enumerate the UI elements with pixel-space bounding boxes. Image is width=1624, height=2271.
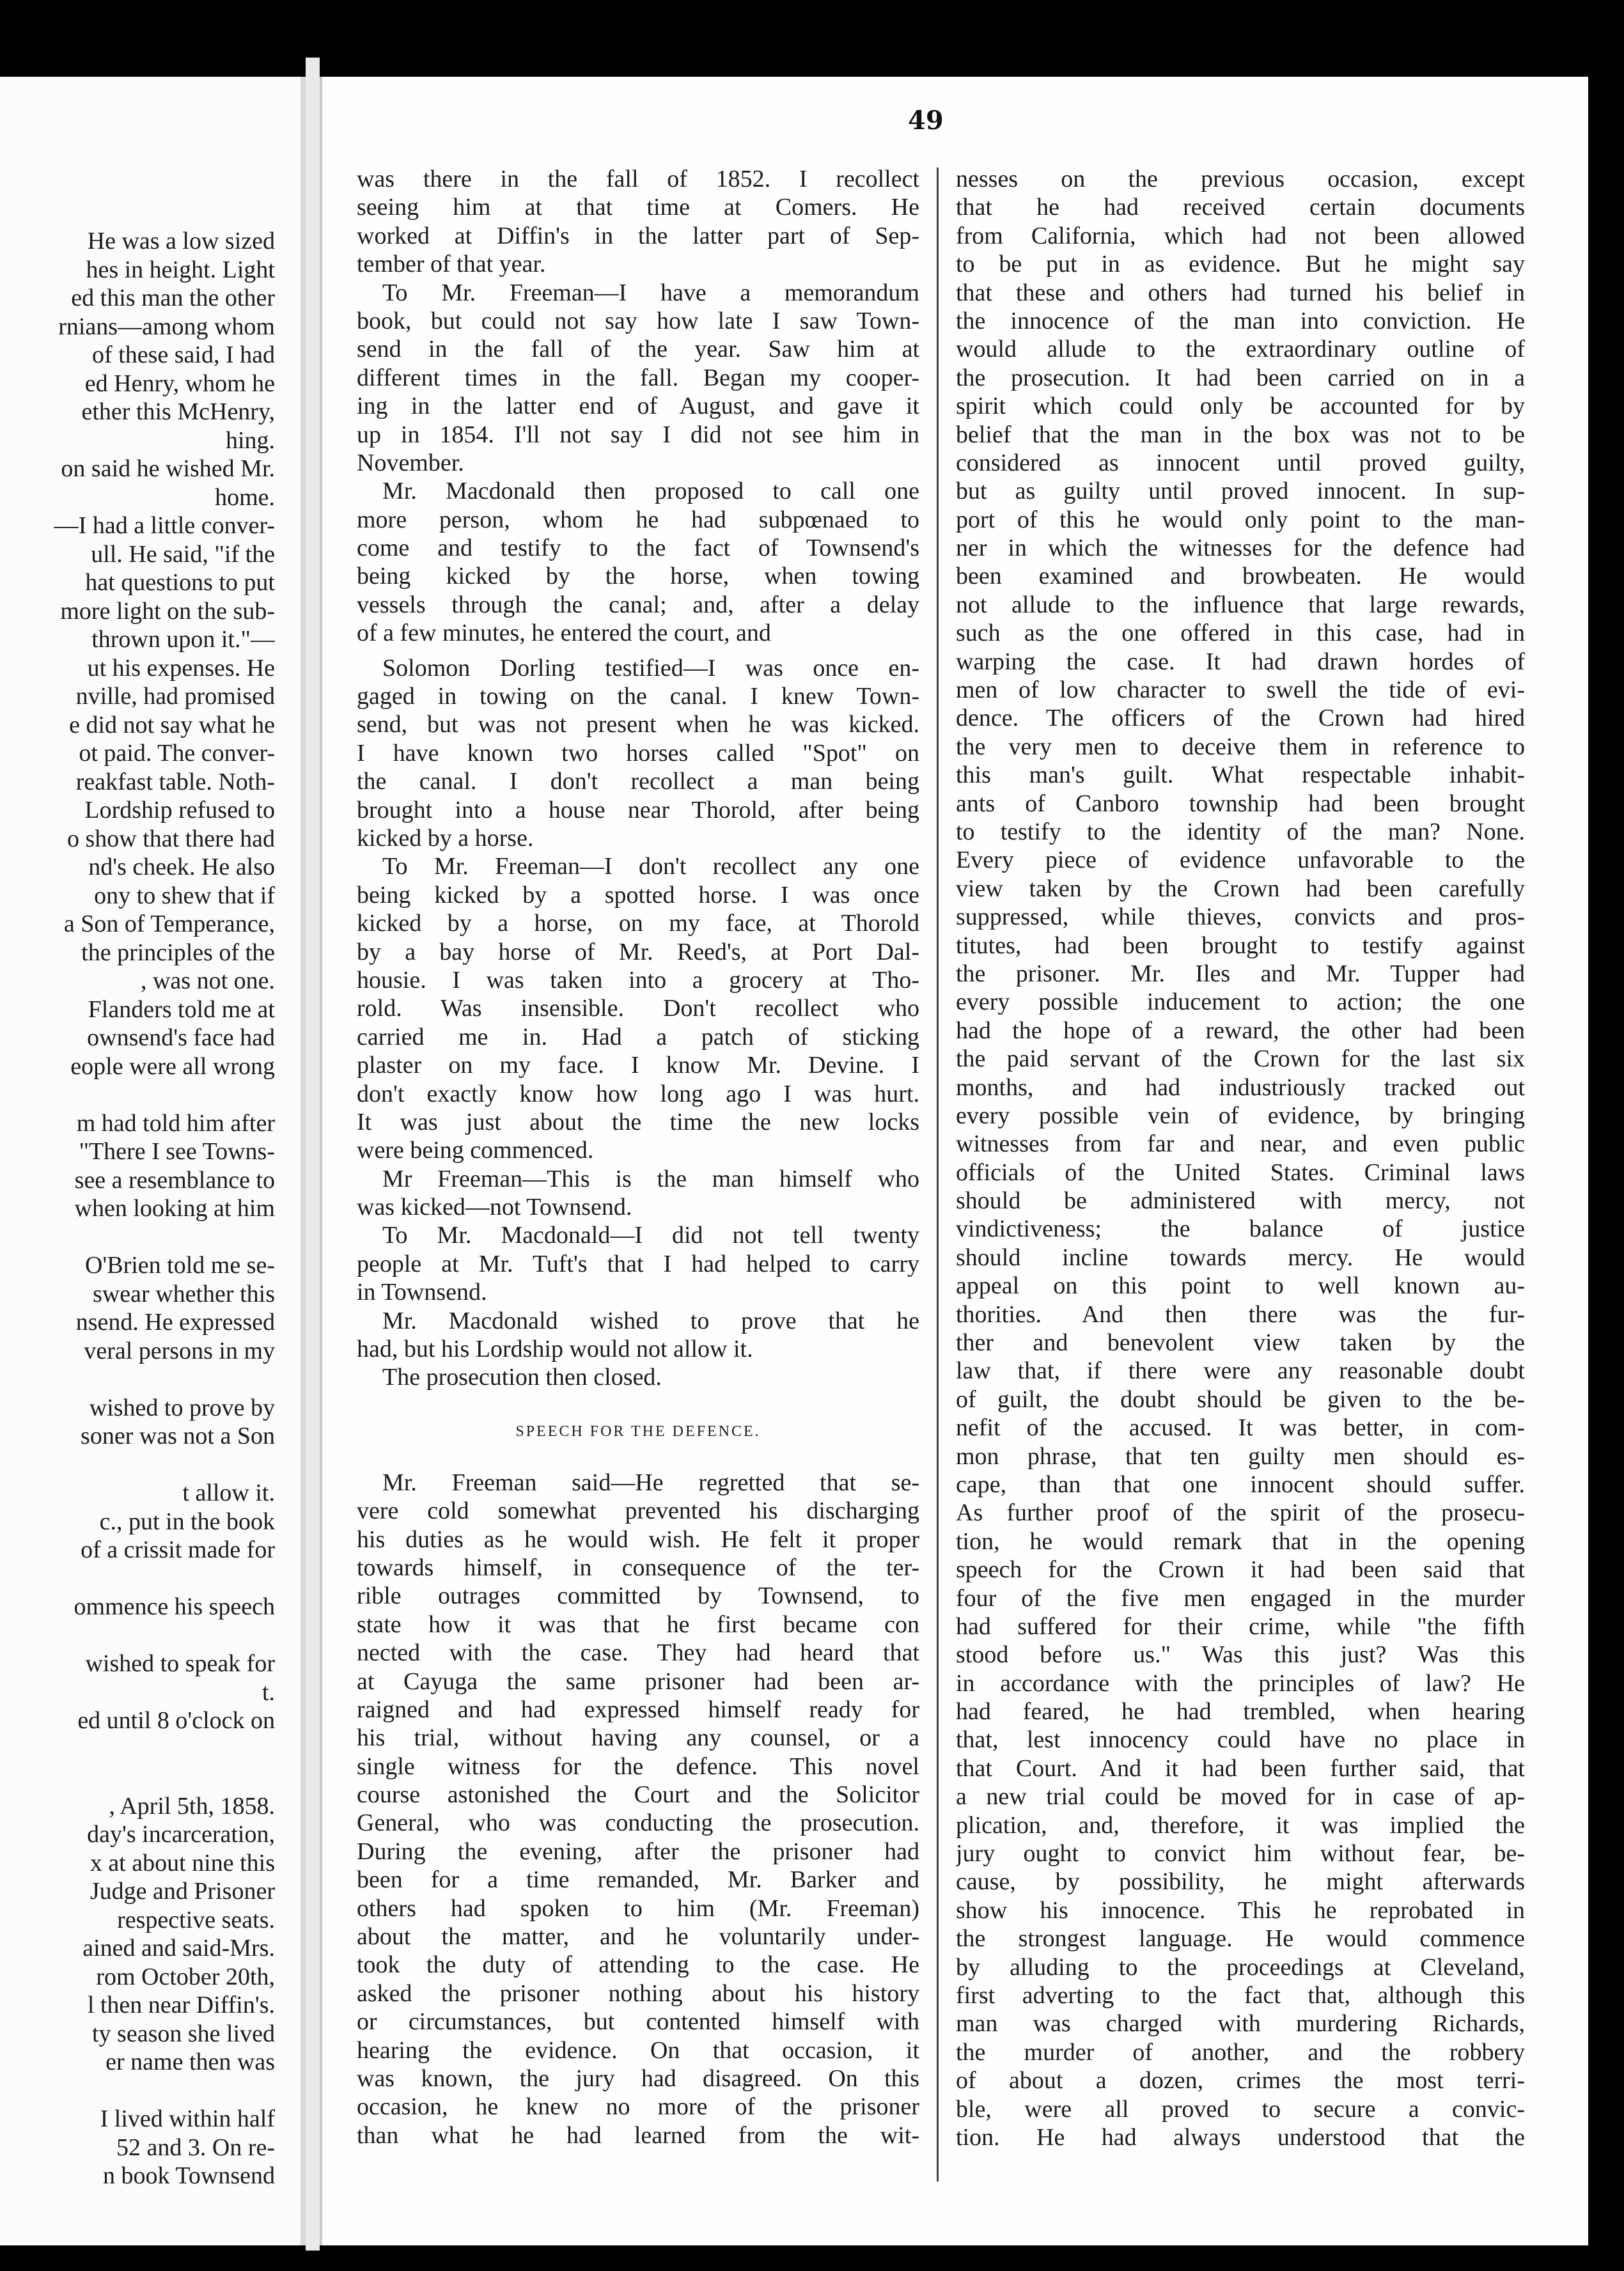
- text-line: months, and had industriously tracked out: [956, 1073, 1525, 1101]
- text-line: should be administered with mercy, not: [956, 1187, 1525, 1215]
- facing-page-line: [0, 1365, 275, 1394]
- text-line: vindictiveness; the balance of justice: [956, 1215, 1525, 1243]
- facing-page-line: ut his expenses. He: [87, 654, 275, 682]
- text-line: was known, the jury had disagreed. On this: [357, 2065, 919, 2092]
- text-line: suppressed, while thieves, convicts and pros-: [956, 903, 1525, 931]
- facing-page-line: , was not one.: [140, 967, 275, 994]
- facing-page-line: c., put in the book: [99, 1508, 275, 1535]
- text-line: Every piece of evidence unfavorable to the: [956, 847, 1525, 874]
- text-line: It was just about the time the new locks: [357, 1108, 919, 1136]
- text-line: kicked by a horse, on my face, at Thorold: [357, 910, 919, 937]
- text-line: been examined and browbeaten. He would: [956, 563, 1525, 590]
- text-line: cause, by possibility, he might afterwards: [956, 1868, 1525, 1896]
- facing-page-line: ot paid. The conver-: [79, 740, 275, 767]
- text-line: man was charged with murdering Richards,: [956, 2010, 1525, 2038]
- text-line: To Mr. Macdonald—I did not tell twenty: [382, 1222, 919, 1249]
- text-line: the canal. I don't recollect a man being: [357, 768, 919, 795]
- page-number: 49: [908, 105, 944, 136]
- facing-page-line: nd's cheek. He also: [88, 854, 275, 880]
- text-line: vere cold somewhat prevented his discharging: [357, 1497, 919, 1525]
- text-line: rible outrages committed by Townsend, to: [357, 1582, 919, 1610]
- paragraph-gap: [357, 1446, 919, 1469]
- text-line: up in 1854. I'll not say I did not see him in: [357, 421, 919, 448]
- text-line: being kicked by the horse, when towing: [357, 563, 919, 590]
- text-line: the murder of another, and the robbery: [956, 2038, 1525, 2066]
- scan-border-bottom: [0, 2245, 1624, 2271]
- text-line: To Mr. Freeman—I don't recollect any one: [382, 853, 919, 880]
- text-line: titutes, had been brought to testify against: [956, 932, 1525, 959]
- facing-page-line: hat questions to put: [85, 569, 275, 596]
- text-line: than what he had learned from the wit-: [357, 2121, 919, 2149]
- text-line: brought into a house near Thorold, after being: [357, 796, 919, 823]
- text-line: was kicked—not Townsend.: [357, 1194, 632, 1221]
- facing-page-line: [0, 1451, 275, 1479]
- text-line: tion, he would remark that in the opening: [956, 1527, 1525, 1555]
- facing-page-line: t allow it.: [182, 1479, 275, 1506]
- text-line: or circumstances, but contented himself with: [357, 2008, 919, 2036]
- text-line: Mr. Macdonald wished to prove that he: [382, 1307, 919, 1334]
- text-line: towards himself, in consequence of the ter-: [357, 1554, 919, 1581]
- text-line: such as the one offered in this case, had in: [956, 620, 1525, 647]
- text-line: not allude to the influence that large rewards,: [956, 591, 1525, 618]
- facing-page-line: rom October 20th,: [96, 1963, 275, 1990]
- text-line: come and testify to the fact of Townsend's: [357, 535, 919, 562]
- text-line: plication, and, therefore, it was implied the: [956, 1811, 1525, 1839]
- text-line: four of the five men engaged in the murder: [956, 1584, 1525, 1612]
- section-heading: SPEECH FOR THE DEFENCE.: [515, 1423, 761, 1440]
- text-line: ants of Canboro township had been brought: [956, 790, 1525, 817]
- facing-page-text: [0, 227, 275, 2190]
- text-line: of about a dozen, crimes the most terri-: [956, 2067, 1525, 2095]
- text-line: As further proof of the spirit of the prosecu-: [956, 1499, 1525, 1527]
- text-line: dence. The officers of the Crown had hired: [956, 705, 1525, 732]
- facing-page-line: rnians—among whom: [58, 313, 275, 340]
- facing-page-line: ed until 8 o'clock on: [77, 1707, 275, 1734]
- text-line: plaster on my face. I know Mr. Devine. I: [357, 1052, 919, 1079]
- text-line: cape, than that one innocent should suffer.: [956, 1471, 1525, 1498]
- facing-page-line: ty season she lived: [91, 2020, 275, 2047]
- text-line: at Cayuga the same prisoner had been ar-: [357, 1667, 919, 1695]
- text-line: witnesses from far and near, and even public: [956, 1130, 1525, 1158]
- facing-page-fragment: [0, 77, 306, 2245]
- facing-page-line: ed Henry, whom he: [84, 370, 275, 397]
- text-line: took the duty of attending to the case. He: [357, 1951, 919, 1979]
- text-line: the strongest language. He would commence: [956, 1925, 1525, 1953]
- text-line: should incline towards mercy. He would: [956, 1244, 1525, 1271]
- text-line: his trial, without having any counsel, or a: [357, 1724, 919, 1752]
- text-line: first adverting to the fact that, although this: [956, 1982, 1525, 2009]
- text-line: hearing the evidence. On that occasion, it: [357, 2036, 919, 2064]
- facing-page-line: o show that there had: [66, 825, 275, 852]
- facing-page-line: Lordship refused to: [84, 797, 275, 823]
- text-line: had suffered for their crime, while "the fifth: [956, 1612, 1525, 1640]
- facing-page-line: wished to prove by: [89, 1394, 275, 1421]
- text-line: mon phrase, that ten guilty men should es-: [956, 1442, 1525, 1470]
- facing-page-line: day's incarceration,: [87, 1821, 275, 1848]
- text-line: don't exactly know how long ago I was hurt.: [357, 1080, 919, 1107]
- text-line: jury ought to convict him without fear, be-: [956, 1840, 1525, 1868]
- text-line: was there in the fall of 1852. I recollect: [357, 166, 919, 192]
- text-line: being kicked by a spotted horse. I was once: [357, 881, 919, 909]
- text-line: every possible vein of evidence, by bringing: [956, 1102, 1525, 1129]
- text-line: the very men to deceive them in reference to: [956, 733, 1525, 760]
- text-line: appeal on this point to well known au-: [956, 1272, 1525, 1300]
- text-line: the innocence of the man into conviction. He: [956, 307, 1525, 334]
- text-line: send, but was not present when he was kicked.: [357, 711, 919, 738]
- scan-border-right: [1586, 0, 1624, 2271]
- facing-page-line: home.: [215, 483, 275, 511]
- text-line: To Mr. Freeman—I have a memorandum: [382, 279, 919, 306]
- facing-page-line: "There I see Towns-: [79, 1138, 275, 1165]
- facing-page-line: m had told him after: [76, 1109, 275, 1137]
- facing-page-line: hing.: [225, 426, 275, 454]
- text-line: ble, were all proved to secure a convic-: [956, 2095, 1525, 2123]
- facing-page-line: [0, 1735, 275, 1764]
- text-line: warping the case. It had drawn hordes of: [956, 648, 1525, 675]
- text-line: carried me in. Had a patch of sticking: [357, 1023, 919, 1050]
- text-line: but as guilty until proved innocent. In sup-: [956, 478, 1525, 505]
- text-line: of a few minutes, he entered the court, and: [357, 620, 771, 647]
- text-line: vessels through the canal; and, after a delay: [357, 591, 919, 618]
- facing-page-line: —I had a little conver-: [54, 512, 275, 539]
- text-line: would allude to the extraordinary outline of: [956, 336, 1525, 363]
- column-left: [357, 165, 919, 2150]
- text-line: that, lest innocency could have no place in: [956, 1726, 1525, 1754]
- text-line: course astonished the Court and the Solicitor: [357, 1781, 919, 1809]
- text-line: to be put in as evidence. But he might say: [956, 251, 1525, 278]
- text-line: occasion, he knew no more of the prisoner: [357, 2093, 919, 2121]
- text-line: speech for the Crown it had been said that: [956, 1556, 1525, 1584]
- facing-page-line: ony to shew that if: [94, 882, 275, 909]
- facing-page-line: l then near Diffin's.: [87, 1992, 275, 2018]
- text-line: worked at Diffin's in the latter part of Sep-: [357, 222, 919, 249]
- text-line: by alluding to the proceedings at Cleveland,: [956, 1953, 1525, 1981]
- facing-page-line: I lived within half: [100, 2105, 275, 2132]
- facing-page-line: n book Townsend: [103, 2162, 275, 2189]
- facing-page-line: ained and said-Mrs.: [82, 1935, 275, 1962]
- text-line: state how it was that he first became con: [357, 1611, 919, 1638]
- text-line: single witness for the defence. This novel: [357, 1752, 919, 1780]
- text-line: thorities. And then there was the fur-: [956, 1300, 1525, 1328]
- facing-page-line: respective seats.: [117, 1906, 275, 1933]
- facing-page-line: soner was not a Son: [81, 1423, 275, 1449]
- text-line: were being commenced.: [357, 1137, 594, 1164]
- text-line: others had spoken to him (Mr. Freeman): [357, 1894, 919, 1922]
- text-line: General, who was conducting the prosecution.: [357, 1809, 919, 1837]
- facing-page-line: of these said, I had: [92, 341, 275, 368]
- text-line: that these and others had turned his belief in: [956, 279, 1525, 306]
- text-line: people at Mr. Tuft's that I had helped to carry: [357, 1250, 919, 1277]
- text-line: his duties as he would wish. He felt it proper: [357, 1526, 919, 1553]
- text-line: tember of that year.: [357, 251, 546, 278]
- facing-page-line: ommence his speech: [74, 1593, 275, 1620]
- facing-page-line: when looking at him: [74, 1195, 275, 1222]
- text-line: had, but his Lordship would not allow it.: [357, 1336, 753, 1363]
- facing-page-line: reakfast table. Noth-: [75, 768, 275, 795]
- text-line: a new trial could be moved for in case of ap-: [956, 1783, 1525, 1811]
- facing-page-line: [0, 1223, 275, 1252]
- text-line: kicked by a horse.: [357, 824, 534, 852]
- facing-page-line: a Son of Temperance,: [63, 910, 275, 937]
- text-line: about the matter, and he voluntarily under-: [357, 1923, 919, 1951]
- facing-page-line: nville, had promised: [75, 683, 275, 710]
- text-line: the prosecution. It had been carried on in a: [956, 364, 1525, 391]
- facing-page-line: ull. He said, "if the: [91, 540, 275, 568]
- text-line: I have known two horses called "Spot" on: [357, 739, 919, 767]
- text-line: by a bay horse of Mr. Reed's, at Port Dal-: [357, 938, 919, 965]
- text-line: the prisoner. Mr. Iles and Mr. Tupper had: [956, 960, 1525, 987]
- scan-border-top: [0, 0, 1624, 77]
- text-line: book, but could not say how late I saw Town-: [357, 307, 919, 334]
- text-line: this man's guilt. What respectable inhabit-: [956, 761, 1525, 789]
- text-line: nesses on the previous occasion, except: [956, 166, 1525, 192]
- column-divider: [937, 168, 939, 2181]
- facing-page-line: , April 5th, 1858.: [109, 1792, 275, 1820]
- facing-page-line: He was a low sized: [87, 228, 275, 254]
- facing-page-line: [0, 2077, 275, 2105]
- facing-page-line: hes in height. Light: [86, 256, 275, 283]
- text-line: from California, which had not been allowed: [956, 222, 1525, 249]
- facing-page-line: er name then was: [105, 2049, 275, 2075]
- text-line: housie. I was taken into a grocery at Tho-: [357, 966, 919, 994]
- text-line: spirit which could only be accounted for by: [956, 393, 1525, 420]
- text-line: nected with the case. They had heard that: [357, 1639, 919, 1667]
- text-line: ner in which the witnesses for the defence had: [956, 535, 1525, 562]
- text-line: that he had received certain documents: [956, 194, 1525, 221]
- text-line: Mr. Freeman said—He regretted that se-: [382, 1469, 919, 1496]
- facing-page-line: thrown upon it."—: [91, 626, 275, 653]
- facing-page-line: veral persons in my: [84, 1337, 275, 1364]
- facing-page-line: on said he wished Mr.: [61, 455, 275, 482]
- text-line: ther and benevolent view taken by the: [956, 1329, 1525, 1357]
- facing-page-line: [0, 1565, 275, 1593]
- facing-page-line: see a resemblance to: [74, 1166, 275, 1194]
- text-line: every possible inducement to action; the one: [956, 988, 1525, 1016]
- facing-page-line: eople were all wrong: [70, 1052, 275, 1080]
- text-line: seeing him at that time at Comers. He: [357, 194, 919, 221]
- facing-page-line: [0, 1621, 275, 1650]
- text-line: men of low character to swell the tide of evi-: [956, 676, 1525, 704]
- facing-page-line: [0, 1763, 275, 1792]
- facing-page-line: x at about nine this: [90, 1849, 275, 1877]
- text-line: more person, whom he had subpœnaed to: [357, 506, 919, 533]
- facing-page-line: [0, 1081, 275, 1109]
- text-line: been for a time remanded, Mr. Barker and: [357, 1866, 919, 1894]
- text-line: the paid servant of the Crown for the last six: [956, 1045, 1525, 1073]
- facing-page-line: Flanders told me at: [88, 995, 275, 1023]
- text-line: law that, if there were any reasonable doubt: [956, 1357, 1525, 1385]
- facing-page-line: nsend. He expressed: [75, 1309, 275, 1336]
- facing-page-line: ether this McHenry,: [81, 398, 275, 425]
- text-line: view taken by the Crown had been carefully: [956, 875, 1525, 902]
- text-line: send in the fall of the year. Saw him at: [357, 336, 919, 363]
- facing-page-line: swear whether this: [93, 1280, 275, 1307]
- text-line: ing in the latter end of August, and gave it: [357, 393, 919, 420]
- text-line: to testify to the identity of the man? None.: [956, 818, 1525, 845]
- facing-page-line: of a crissit made for: [81, 1536, 275, 1563]
- facing-page-line: wished to speak for: [85, 1650, 275, 1677]
- text-line: of guilt, the doubt should be given to the be-: [956, 1385, 1525, 1413]
- text-line: gaged in towing on the canal. I knew Town-: [357, 683, 919, 710]
- facing-page-line: ed this man the other: [71, 285, 275, 311]
- text-line: in Townsend.: [357, 1279, 487, 1306]
- text-line: Mr. Macdonald then proposed to call one: [382, 478, 919, 505]
- text-line: port of this he would only point to the man-: [956, 506, 1525, 533]
- facing-page-line: the principles of the: [81, 939, 275, 966]
- facing-page-line: O'Brien told me se-: [84, 1252, 275, 1279]
- paragraph-gap: [357, 648, 919, 654]
- text-line: asked the prisoner nothing about his history: [357, 1979, 919, 2007]
- text-line: November.: [357, 449, 464, 476]
- book-gutter: [306, 58, 320, 2251]
- text-line: that Court. And it had been further said, that: [956, 1754, 1525, 1782]
- text-line: tion. He had always understood that the: [956, 2123, 1525, 2151]
- text-line: Solomon Dorling testified—I was once en-: [382, 654, 919, 682]
- facing-page-line: 52 and 3. On re-: [116, 2134, 275, 2161]
- text-line: nefit of the accused. It was better, in com-: [956, 1414, 1525, 1442]
- text-line: During the evening, after the prisoner had: [357, 1838, 919, 1865]
- text-line: had feared, he had trembled, when hearing: [956, 1698, 1525, 1726]
- text-line: rold. Was insensible. Don't recollect who: [357, 995, 919, 1022]
- text-line: considered as innocent until proved guilty,: [956, 449, 1525, 476]
- text-line: show his innocence. This he reprobated in: [956, 1896, 1525, 1924]
- text-line: had the hope of a reward, the other had been: [956, 1017, 1525, 1044]
- text-line: The prosecution then closed.: [382, 1364, 662, 1391]
- text-line: different times in the fall. Began my cooper-: [357, 364, 919, 391]
- facing-page-line: e did not say what he: [69, 711, 275, 738]
- facing-page-line: more light on the sub-: [60, 597, 275, 625]
- facing-page-line: ownsend's face had: [87, 1024, 275, 1051]
- facing-page-line: Judge and Prisoner: [90, 1878, 275, 1905]
- text-line: raigned and had expressed himself ready for: [357, 1696, 919, 1723]
- column-right: [956, 165, 1525, 2151]
- text-line: in accordance with the principles of law? He: [956, 1669, 1525, 1697]
- facing-page-line: t.: [262, 1678, 275, 1706]
- paragraph-gap: [357, 1392, 919, 1417]
- text-line: belief that the man in the box was not to be: [956, 421, 1525, 448]
- text-line: Mr Freeman—This is the man himself who: [382, 1165, 919, 1192]
- text-line: stood before us." Was this just? Was this: [956, 1641, 1525, 1669]
- text-line: officials of the United States. Criminal laws: [956, 1159, 1525, 1186]
